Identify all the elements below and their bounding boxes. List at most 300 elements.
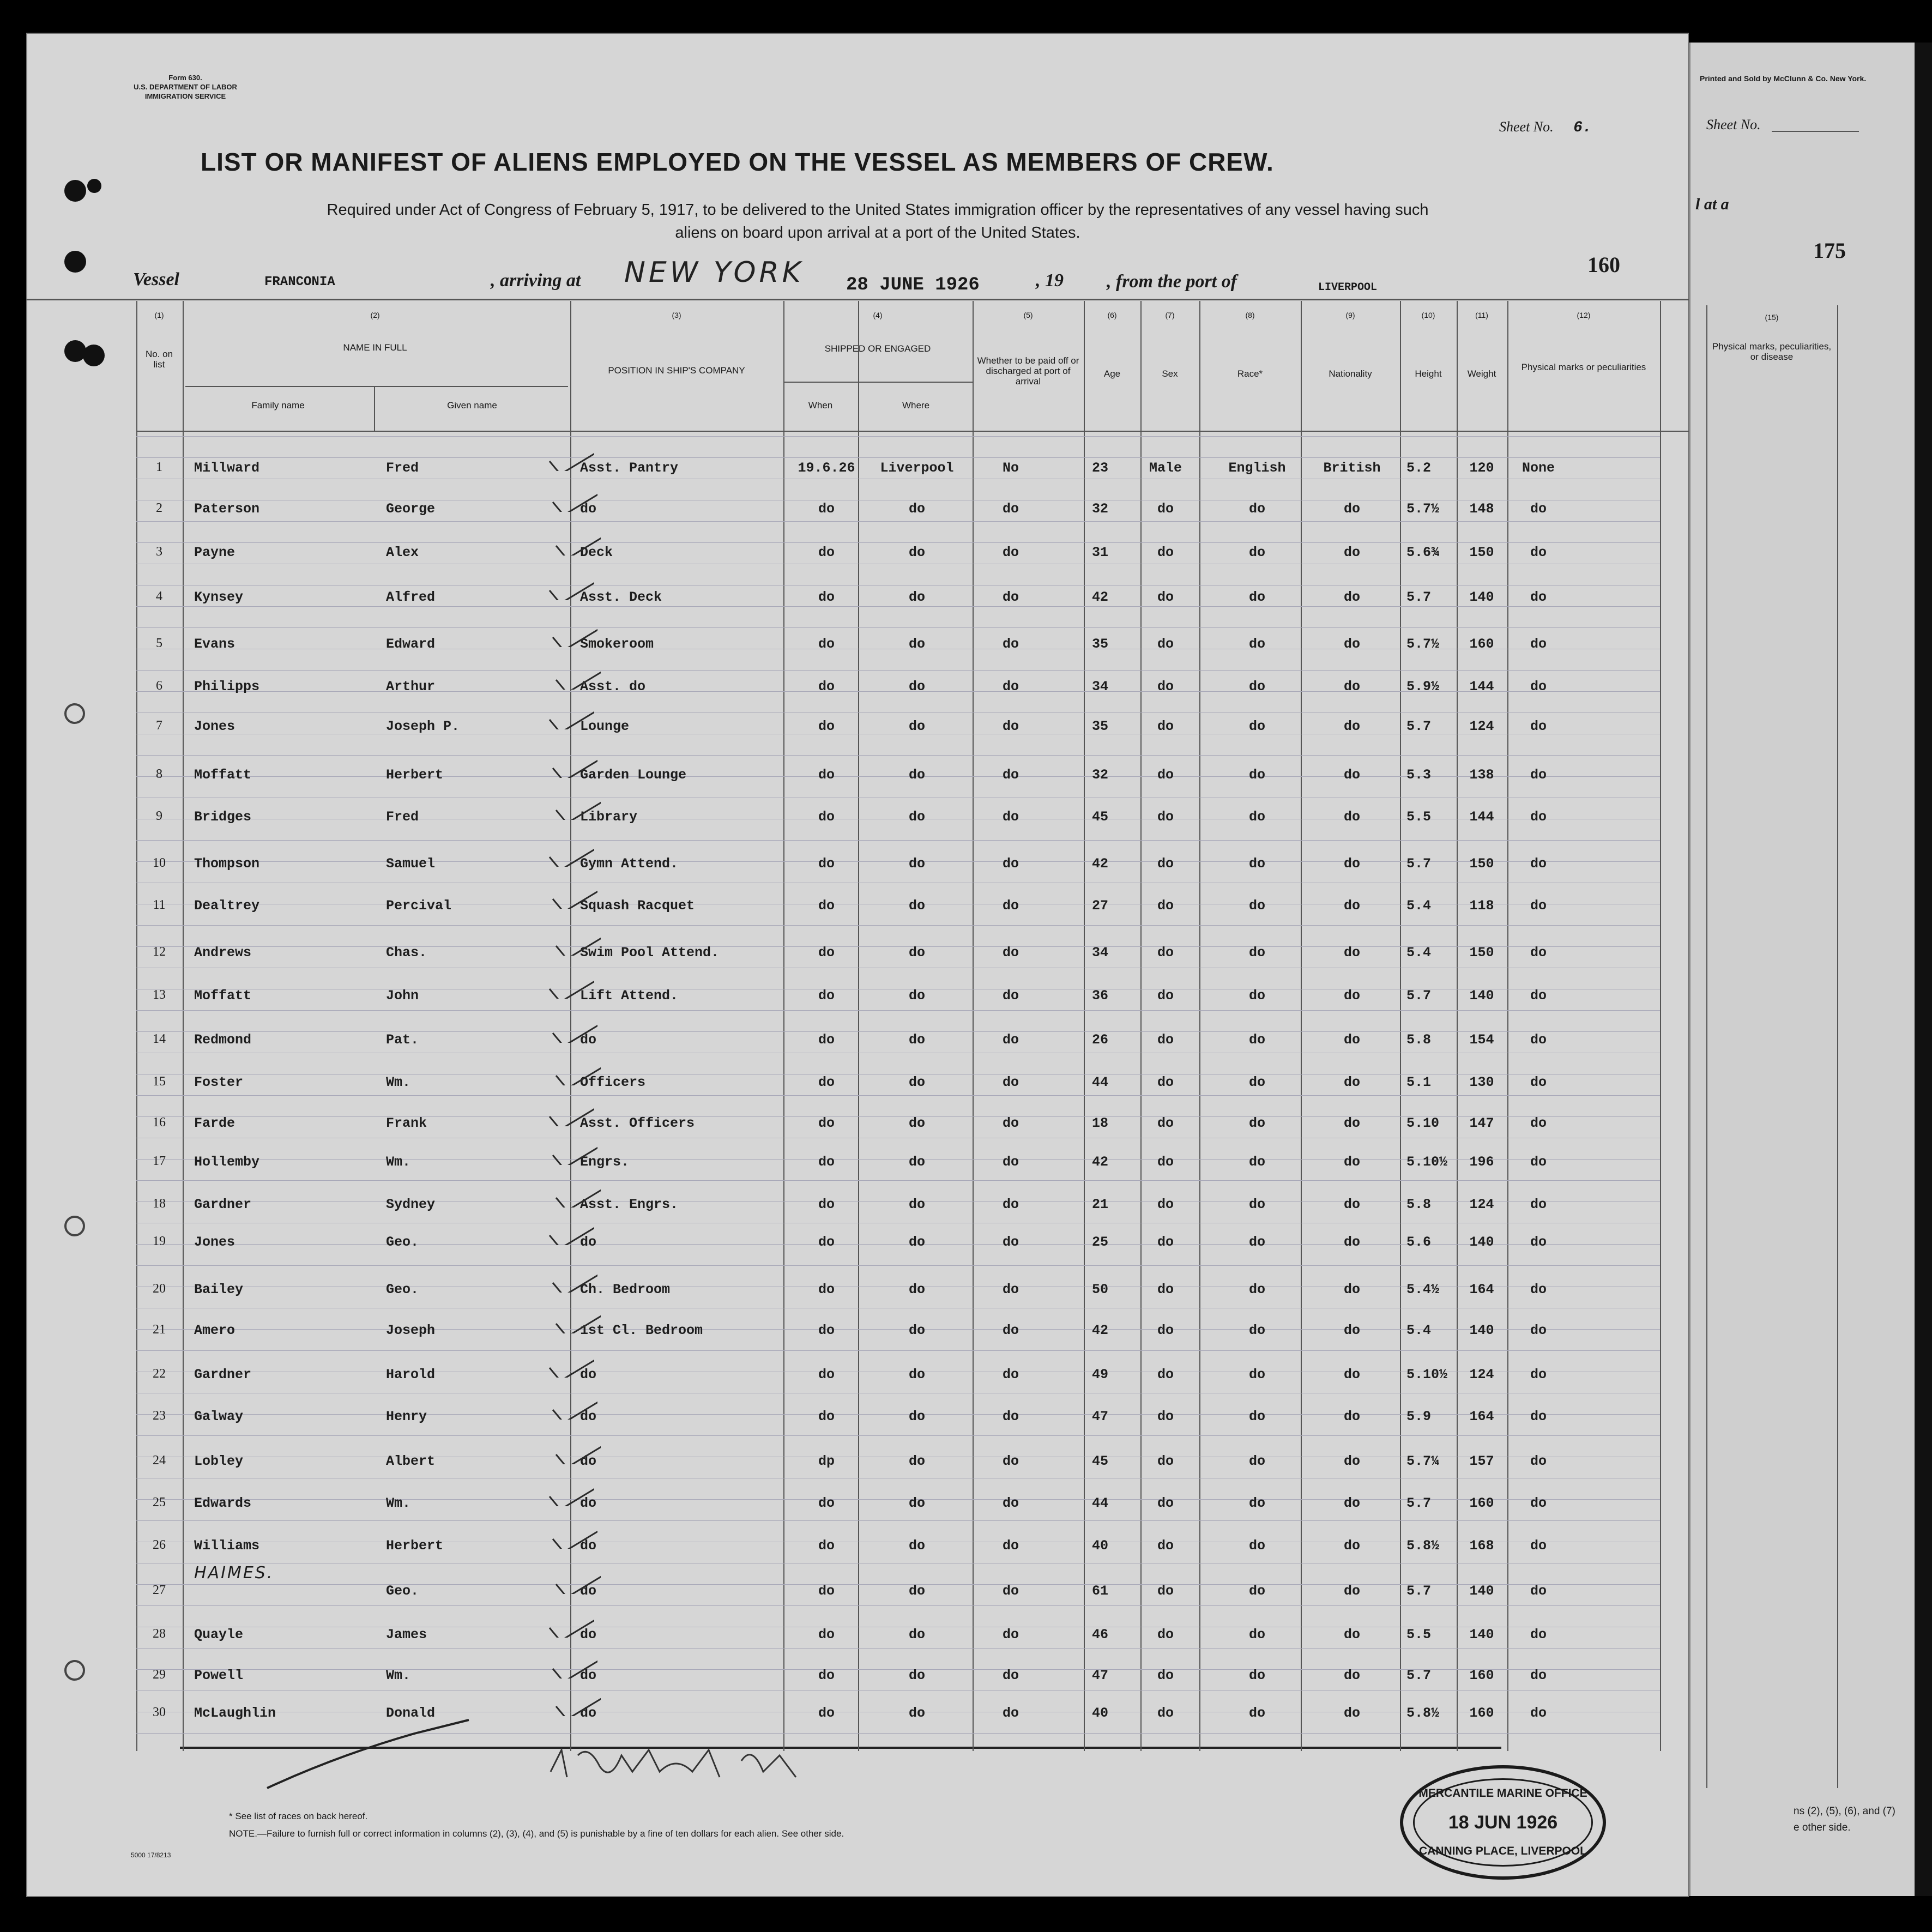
cell-given: Sydney: [386, 1197, 436, 1212]
cell-no: 14: [153, 1032, 166, 1046]
cell-family: Andrews: [194, 945, 252, 961]
cell-marks: do: [1530, 945, 1547, 961]
cell-marks: do: [1530, 501, 1547, 517]
cell-when: 19.6.26: [798, 460, 855, 476]
cell-where: Liverpool: [880, 460, 954, 476]
ruled-line: [136, 1414, 1660, 1415]
cell-family: Dealtrey: [194, 898, 260, 914]
cell-given: Geo.: [386, 1282, 419, 1297]
cell-marks: do: [1530, 1409, 1547, 1424]
cell-where: do: [908, 1074, 926, 1090]
cell-race: do: [1248, 501, 1266, 517]
cell-where: do: [908, 501, 926, 517]
cell-given: Alfred: [386, 589, 436, 605]
cell-nat: do: [1343, 679, 1361, 695]
cell-race: do: [1248, 1115, 1266, 1131]
cell-race: do: [1248, 1583, 1266, 1599]
cell-when: do: [818, 501, 835, 517]
cell-family: Williams: [194, 1538, 260, 1554]
column-label: Nationality: [1329, 369, 1372, 379]
ruled-line: [136, 1435, 1660, 1436]
second-sheet-number: 175: [1813, 238, 1846, 263]
cell-no: 17: [153, 1154, 166, 1168]
cell-race: do: [1248, 988, 1266, 1004]
cell-marks: do: [1530, 856, 1547, 872]
cell-sex: do: [1157, 1495, 1174, 1511]
cell-given: Edward: [386, 636, 436, 652]
cell-position: do: [580, 1367, 597, 1382]
cell-paid: do: [1002, 1627, 1019, 1643]
binder-ring-icon: [64, 1660, 85, 1681]
cell-weight: 140: [1469, 1323, 1494, 1338]
cell-when: do: [818, 1538, 835, 1554]
cell-race: do: [1248, 1705, 1266, 1721]
cell-where: do: [908, 1154, 926, 1170]
cell-height: 5.7: [1406, 856, 1432, 872]
cell-where: do: [908, 856, 926, 872]
arriving-label: , arriving at: [491, 270, 581, 291]
mercantile-marine-office-stamp: [1400, 1765, 1606, 1880]
cell-weight: 157: [1469, 1453, 1494, 1469]
cell-marks: do: [1530, 719, 1547, 734]
cell-weight: 150: [1469, 945, 1494, 961]
cell-paid: do: [1002, 856, 1019, 872]
cell-family: Evans: [194, 636, 236, 652]
cell-race: do: [1248, 856, 1266, 872]
cell-height: 5.1: [1406, 1074, 1432, 1090]
cell-no: 12: [153, 945, 166, 959]
ruled-line: [136, 861, 1660, 862]
ruled-line: [136, 1584, 1660, 1585]
cell-when: do: [818, 636, 835, 652]
cell-when: do: [818, 719, 835, 734]
cell-when: do: [818, 589, 835, 605]
column-number: (10): [1421, 311, 1435, 319]
cell-age: 46: [1091, 1627, 1109, 1643]
cell-age: 47: [1091, 1409, 1109, 1424]
cell-marks: do: [1530, 1668, 1547, 1683]
cell-marks: do: [1530, 1074, 1547, 1090]
cell-when: do: [818, 1074, 835, 1090]
cell-sex: do: [1157, 1583, 1174, 1599]
vessel-label: Vessel: [133, 269, 179, 289]
cell-paid: do: [1002, 501, 1019, 517]
cell-height: 5.4½: [1406, 1282, 1440, 1297]
cell-marks: do: [1530, 1197, 1547, 1212]
column-label: Height: [1415, 369, 1442, 379]
handwritten-signature-icon: [545, 1739, 807, 1788]
column-label: No. on list: [145, 349, 173, 370]
cell-given: Fred: [386, 809, 419, 825]
cell-marks: do: [1530, 636, 1547, 652]
cell-no: 21: [153, 1323, 166, 1337]
form-header: [104, 73, 267, 101]
cell-age: 34: [1091, 945, 1109, 961]
cell-weight: 160: [1469, 1705, 1494, 1721]
cell-no: 1: [156, 460, 162, 474]
cell-height: 5.7½: [1406, 501, 1440, 517]
ruled-line: [136, 1690, 1660, 1691]
cell-weight: 196: [1469, 1154, 1494, 1170]
cell-given: Donald: [386, 1705, 436, 1721]
handwritten-stroke-icon: [251, 1717, 496, 1794]
cell-given: Alex: [386, 545, 419, 560]
column-number: (11): [1475, 311, 1488, 319]
cell-weight: 144: [1469, 679, 1494, 695]
cell-marks: do: [1530, 1115, 1547, 1131]
cell-sex: do: [1157, 1409, 1174, 1424]
cell-family: Jones: [194, 1234, 236, 1250]
ruled-line: [136, 1669, 1660, 1670]
cell-race: do: [1248, 1495, 1266, 1511]
ruled-line: [136, 1499, 1660, 1500]
cell-weight: 148: [1469, 501, 1494, 517]
cell-sex: do: [1157, 1668, 1174, 1683]
cell-no: 20: [153, 1282, 166, 1296]
cell-family: Amero: [194, 1323, 236, 1338]
cell-where: do: [908, 719, 926, 734]
cell-given: Pat.: [386, 1032, 419, 1048]
cell-weight: 154: [1469, 1032, 1494, 1048]
cell-nat: do: [1343, 1538, 1361, 1554]
cell-family: Bridges: [194, 809, 252, 825]
cell-no: 8: [156, 767, 162, 781]
column-sublabel: When: [808, 400, 833, 410]
cell-nat: do: [1343, 1367, 1361, 1382]
cell-given: John: [386, 988, 419, 1004]
vessel-name: FRANCONIA: [264, 275, 335, 289]
cell-paid: do: [1002, 1197, 1019, 1212]
cell-position: do: [580, 501, 597, 517]
cell-family: Bailey: [194, 1282, 244, 1297]
cell-family: Payne: [194, 545, 236, 560]
column-label: SHIPPED OR ENGAGED: [824, 343, 931, 354]
cell-weight: 164: [1469, 1282, 1494, 1297]
column-divider: [1084, 301, 1085, 1751]
cell-age: 49: [1091, 1367, 1109, 1382]
cell-nat: do: [1343, 1323, 1361, 1338]
cell-paid: do: [1002, 1234, 1019, 1250]
column-label: Sex: [1162, 369, 1178, 379]
cell-age: 45: [1091, 809, 1109, 825]
binder-hole-icon: [87, 179, 101, 193]
ruled-line: [136, 1605, 1660, 1606]
cell-nat: do: [1343, 856, 1361, 872]
cell-sex: do: [1157, 1705, 1174, 1721]
cell-marks: do: [1530, 589, 1547, 605]
cell-position: do: [580, 1495, 597, 1511]
cell-age: 27: [1091, 898, 1109, 914]
cell-marks: do: [1530, 679, 1547, 695]
cell-given: Percival: [386, 898, 452, 914]
second-sheet-col-label: Physical marks, peculiarities, or disease: [1712, 341, 1832, 362]
cell-given: Wm.: [386, 1074, 411, 1090]
cell-paid: do: [1002, 1323, 1019, 1338]
cell-weight: 168: [1469, 1538, 1494, 1554]
cell-where: do: [908, 1583, 926, 1599]
cell-position: do: [580, 1538, 597, 1554]
cell-sex: do: [1157, 1367, 1174, 1382]
ruled-line: [136, 1031, 1660, 1032]
cell-paid: do: [1002, 1074, 1019, 1090]
cell-marks: do: [1530, 1453, 1547, 1469]
cell-sex: do: [1157, 636, 1174, 652]
page-title: LIST OR MANIFEST OF ALIENS EMPLOYED ON THE VESSEL AS MEMBERS OF CREW.: [201, 148, 1274, 176]
second-sheet-footer-1: ns (2), (5), (6), and (7): [1794, 1806, 1895, 1817]
column-divider: [1140, 301, 1142, 1751]
cell-where: do: [908, 1197, 926, 1212]
table-top-rule: [26, 299, 1689, 300]
cell-height: 5.3: [1406, 767, 1432, 783]
cell-height: 5.7: [1406, 1495, 1432, 1511]
cell-height: 5.10½: [1406, 1367, 1448, 1382]
column-number: (8): [1245, 311, 1255, 319]
cell-no: 29: [153, 1668, 166, 1682]
cell-height: 5.7: [1406, 589, 1432, 605]
cell-height: 5.6: [1406, 1234, 1432, 1250]
ruled-line: [136, 1520, 1660, 1521]
cell-age: 34: [1091, 679, 1109, 695]
column-number: (5): [1023, 311, 1033, 319]
column-divider: [973, 301, 974, 1751]
ruled-line: [136, 840, 1660, 841]
cell-position: Asst. do: [580, 679, 646, 695]
ruled-line: [136, 542, 1660, 543]
column-divider: [136, 301, 137, 1751]
cell-given: Wm.: [386, 1495, 411, 1511]
cell-where: do: [908, 1115, 926, 1131]
cell-age: 23: [1091, 460, 1109, 476]
cell-given: Joseph: [386, 1323, 436, 1338]
cell-given: Geo.: [386, 1583, 419, 1599]
cell-when: do: [818, 1705, 835, 1721]
cell-marks: do: [1530, 1282, 1547, 1297]
cell-paid: do: [1002, 1409, 1019, 1424]
cell-nat: do: [1343, 1583, 1361, 1599]
cell-weight: 140: [1469, 1627, 1494, 1643]
cell-race: do: [1248, 1367, 1266, 1382]
cell-race: do: [1248, 1538, 1266, 1554]
cell-family: Farde: [194, 1115, 236, 1131]
cell-race: do: [1248, 1154, 1266, 1170]
cell-race: do: [1248, 719, 1266, 734]
cell-when: do: [818, 1583, 835, 1599]
cell-sex: do: [1157, 1538, 1174, 1554]
cell-when: do: [818, 856, 835, 872]
cell-paid: do: [1002, 988, 1019, 1004]
cell-sex: do: [1157, 1234, 1174, 1250]
cell-marks: do: [1530, 1495, 1547, 1511]
cell-where: do: [908, 767, 926, 783]
cell-paid: do: [1002, 809, 1019, 825]
cell-paid: do: [1002, 767, 1019, 783]
cell-where: do: [908, 1538, 926, 1554]
cell-where: do: [908, 636, 926, 652]
header-bottom-rule: [136, 431, 1689, 432]
cell-age: 45: [1091, 1453, 1109, 1469]
column-divider: [1301, 301, 1302, 1751]
cell-age: 21: [1091, 1197, 1109, 1212]
cell-marks: do: [1530, 1705, 1547, 1721]
cell-position: do: [580, 1705, 597, 1721]
print-code: 5000 17/8213: [131, 1851, 171, 1859]
cell-paid: do: [1002, 1115, 1019, 1131]
cell-paid: do: [1002, 1367, 1019, 1382]
cell-nat: do: [1343, 589, 1361, 605]
cell-given: Arthur: [386, 679, 436, 695]
second-sheet-col-num: (15): [1765, 313, 1779, 322]
department: U.S. DEPARTMENT OF LABOR: [134, 83, 237, 91]
cell-no: 19: [153, 1234, 166, 1248]
column-divider: [783, 301, 784, 1751]
cell-sex: do: [1157, 1627, 1174, 1643]
footnote-races: * See list of races on back hereof.: [229, 1811, 368, 1821]
column-divider: [183, 301, 184, 1751]
column-number: (2): [370, 311, 380, 319]
cell-where: do: [908, 1627, 926, 1643]
cell-height: 5.6¾: [1406, 545, 1440, 560]
column-divider: [1400, 301, 1401, 1751]
cell-position: Squash Racquet: [580, 898, 695, 914]
cell-sex: do: [1157, 898, 1174, 914]
cell-race: do: [1248, 809, 1266, 825]
cell-where: do: [908, 1409, 926, 1424]
cell-no: 15: [153, 1074, 166, 1089]
cell-when: do: [818, 1032, 835, 1048]
cell-paid: do: [1002, 1154, 1019, 1170]
cell-given: Herbert: [386, 1538, 444, 1554]
cell-sex: do: [1157, 856, 1174, 872]
from-port: LIVERPOOL: [1318, 281, 1378, 294]
cell-family: Gardner: [194, 1197, 252, 1212]
cell-sex: do: [1157, 545, 1174, 560]
cell-race: do: [1248, 589, 1266, 605]
column-divider: [570, 301, 571, 1751]
footnote-fine: NOTE.—Failure to furnish full or correct information in columns (2), (3), (4), and (5) is punishable by a fine of ten dollars for each alien. See other side.: [229, 1828, 844, 1839]
cell-paid: do: [1002, 1453, 1019, 1469]
cell-weight: 150: [1469, 545, 1494, 560]
cell-height: 5.7: [1406, 1668, 1432, 1683]
cell-sex: do: [1157, 1154, 1174, 1170]
cell-nat: do: [1343, 1627, 1361, 1643]
cell-weight: 140: [1469, 1234, 1494, 1250]
cell-weight: 118: [1469, 898, 1494, 914]
cell-marks: do: [1530, 767, 1547, 783]
cell-where: do: [908, 1495, 926, 1511]
cell-sex: do: [1157, 1115, 1174, 1131]
cell-family: Hollemby: [194, 1154, 260, 1170]
cell-sex: do: [1157, 1197, 1174, 1212]
cell-sex: do: [1157, 719, 1174, 734]
cell-position: Library: [580, 809, 638, 825]
cell-given: Frank: [386, 1115, 427, 1131]
cell-weight: 144: [1469, 809, 1494, 825]
subtitle-line-1: Required under Act of Congress of February 5, 1917, to be delivered to the United States immigration officer by the representatives of any vessel having such: [327, 201, 1429, 219]
cell-given: Wm.: [386, 1668, 411, 1683]
cell-weight: 160: [1469, 1495, 1494, 1511]
sheet-value: 6.: [1573, 119, 1592, 136]
cell-position: Swim Pool Attend.: [580, 945, 720, 961]
column-label: Physical marks or peculiarities: [1521, 362, 1646, 372]
ruled-line: [136, 925, 1660, 926]
cell-no: 27: [153, 1583, 166, 1597]
ruled-line: [136, 1180, 1660, 1181]
cell-height: 5.10: [1406, 1115, 1440, 1131]
cell-paid: do: [1002, 1032, 1019, 1048]
cell-family: Quayle: [194, 1627, 244, 1643]
column-sublabel: Family name: [251, 400, 305, 410]
cell-sex: do: [1157, 809, 1174, 825]
cell-position: do: [580, 1668, 597, 1683]
cell-weight: 140: [1469, 988, 1494, 1004]
cell-nat: do: [1343, 1032, 1361, 1048]
column-number: (9): [1345, 311, 1355, 319]
cell-paid: do: [1002, 589, 1019, 605]
cell-age: 32: [1091, 501, 1109, 517]
column-number: (7): [1165, 311, 1175, 319]
cell-given: Herbert: [386, 767, 444, 783]
cell-height: 5.5: [1406, 809, 1432, 825]
cell-age: 44: [1091, 1074, 1109, 1090]
cell-race: do: [1248, 1668, 1266, 1683]
cell-no: 30: [153, 1705, 166, 1719]
cell-age: 32: [1091, 767, 1109, 783]
cell-position: Asst. Pantry: [580, 460, 679, 476]
cell-when: do: [818, 1495, 835, 1511]
cell-weight: 138: [1469, 767, 1494, 783]
second-sheet-at-label: l at a: [1695, 195, 1729, 213]
cell-height: 5.4: [1406, 1323, 1432, 1338]
cell-where: do: [908, 1234, 926, 1250]
binder-ring-icon: [64, 703, 85, 724]
cell-when: do: [818, 809, 835, 825]
ruled-line: [136, 776, 1660, 777]
cell-family: Redmond: [194, 1032, 252, 1048]
cell-where: do: [908, 1453, 926, 1469]
cell-position: Ch. Bedroom: [580, 1282, 671, 1297]
cell-when: do: [818, 767, 835, 783]
cell-sex: do: [1157, 945, 1174, 961]
cell-sex: do: [1157, 501, 1174, 517]
cell-height: 5.7: [1406, 1583, 1432, 1599]
cell-age: 42: [1091, 589, 1109, 605]
cell-sex: Male: [1149, 460, 1182, 476]
cell-family: Galway: [194, 1409, 244, 1424]
cell-nat: do: [1343, 988, 1361, 1004]
cell-position: Asst. Officers: [580, 1115, 695, 1131]
cell-sex: do: [1157, 1032, 1174, 1048]
cell-nat: do: [1343, 636, 1361, 652]
name-sub-divider: [374, 386, 375, 431]
cell-where: do: [908, 809, 926, 825]
dark-edge: [1915, 43, 1932, 1896]
cell-position: Smokeroom: [580, 636, 654, 652]
ruled-line: [136, 457, 1660, 458]
cell-race: do: [1248, 1323, 1266, 1338]
subtitle: [87, 198, 1668, 244]
column-number: (3): [672, 311, 681, 319]
cell-age: 35: [1091, 636, 1109, 652]
cell-no: 4: [156, 589, 162, 603]
second-sheet-edge: [1689, 43, 1916, 1896]
column-number: (1): [154, 311, 164, 319]
cell-weight: 160: [1469, 636, 1494, 652]
cell-where: do: [908, 679, 926, 695]
cell-paid: do: [1002, 719, 1019, 734]
cell-nat: do: [1343, 767, 1361, 783]
column-label: Weight: [1467, 369, 1496, 379]
cell-paid: do: [1002, 636, 1019, 652]
